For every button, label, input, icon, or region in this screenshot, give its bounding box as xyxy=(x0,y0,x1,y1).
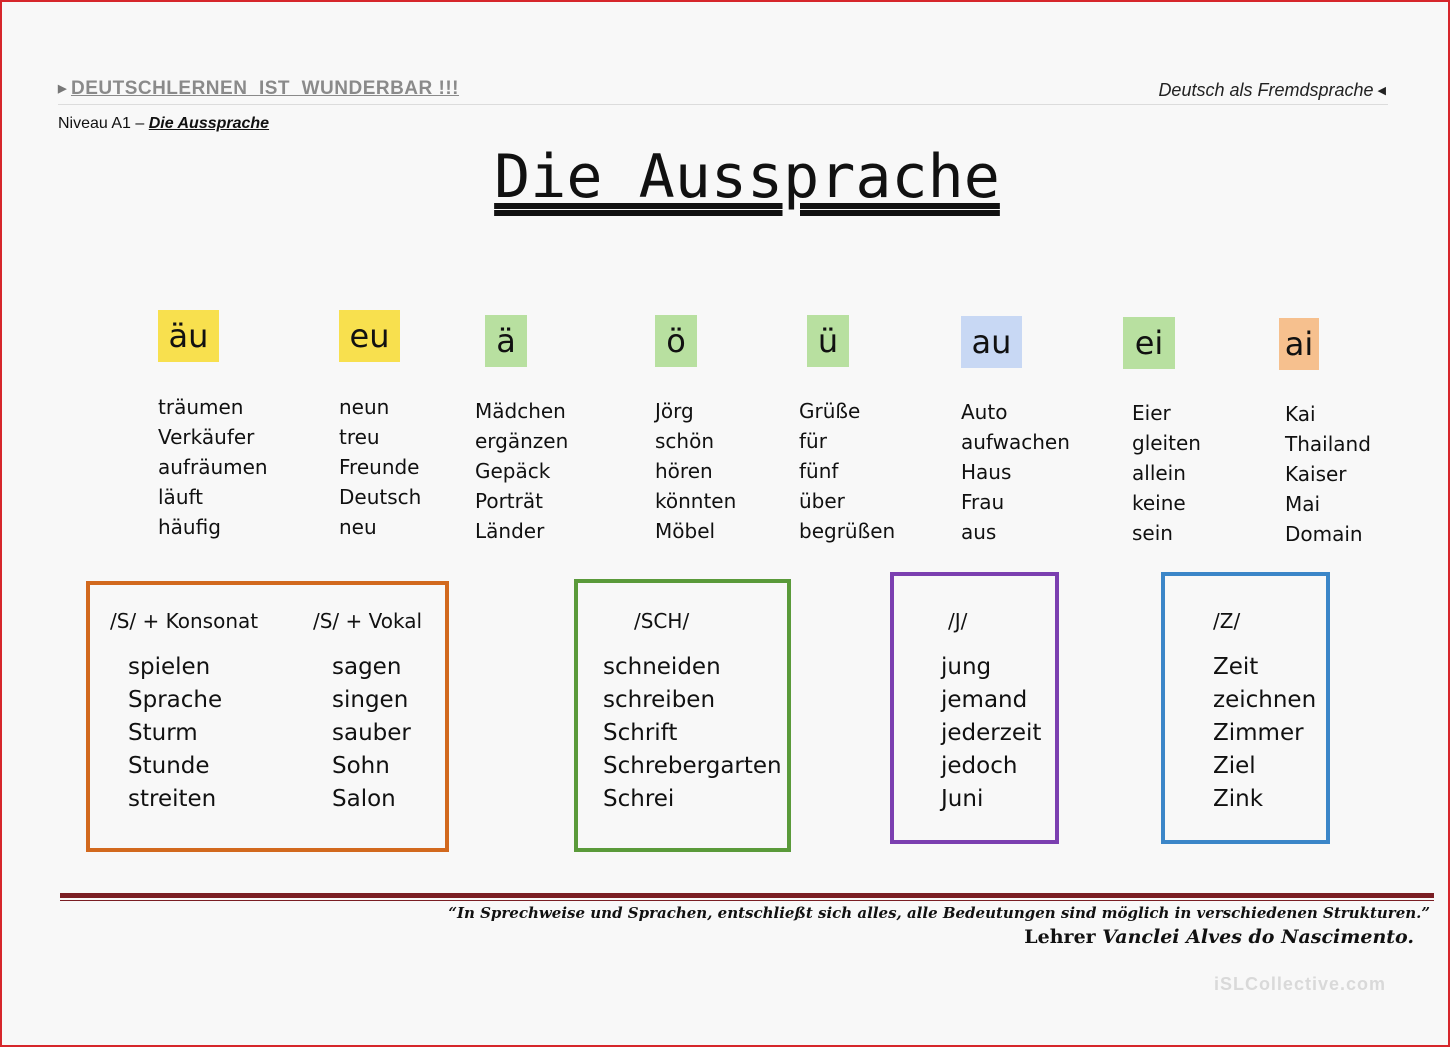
triangle-right-icon: ▶ xyxy=(58,83,67,95)
word-column-eu xyxy=(339,392,421,542)
word-item: sein xyxy=(1132,521,1173,545)
tag-au-umlaut: äu xyxy=(158,310,219,362)
word-item: jederzeit xyxy=(941,720,1042,746)
word-item: Kai xyxy=(1285,402,1316,426)
word-column-o-umlaut xyxy=(655,396,736,546)
word-item: hören xyxy=(655,459,713,483)
word-item: Deutsch xyxy=(339,485,422,509)
word-item: Sturm xyxy=(128,720,198,746)
level-prefix: Niveau A1 – xyxy=(58,115,149,132)
author-name: Vanclei Alves do Nascimento. xyxy=(1102,926,1414,948)
word-item: neu xyxy=(339,515,377,539)
page-title: Die Aussprache xyxy=(494,142,1000,212)
word-item: könnten xyxy=(655,489,737,513)
author-prefix: Lehrer xyxy=(1024,926,1103,948)
header-divider xyxy=(58,104,1388,105)
word-item: für xyxy=(799,429,827,453)
word-column-u-umlaut xyxy=(799,396,895,546)
box-z-words xyxy=(1213,651,1316,816)
word-item: sauber xyxy=(332,720,411,746)
word-item: schreiben xyxy=(603,687,716,713)
word-item: jedoch xyxy=(941,753,1018,779)
word-item: Salon xyxy=(332,786,396,812)
word-item: Haus xyxy=(961,460,1012,484)
box-z-heading: /Z/ xyxy=(1213,609,1241,633)
word-item: ergänzen xyxy=(475,429,569,453)
box-s-left-heading: /S/ + Konsonat xyxy=(110,609,259,633)
tag-eu: eu xyxy=(339,310,400,362)
word-item: Auto xyxy=(961,400,1008,424)
word-item: jemand xyxy=(941,687,1028,713)
word-item: neun xyxy=(339,395,390,419)
tag-u-umlaut: ü xyxy=(807,315,849,367)
word-item: jung xyxy=(941,654,992,680)
word-item: zeichnen xyxy=(1213,687,1317,713)
word-item: Stunde xyxy=(128,753,210,779)
word-item: Juni xyxy=(941,786,984,812)
box-s-right-words xyxy=(332,651,411,816)
footer-author xyxy=(1024,926,1414,948)
level-topic: Die Aussprache xyxy=(148,115,270,132)
word-item: träumen xyxy=(158,395,244,419)
header-right-text: Deutsch als Fremdsprache xyxy=(1158,80,1374,100)
word-item: singen xyxy=(332,687,409,713)
word-item: Kaiser xyxy=(1285,462,1347,486)
word-item: häufig xyxy=(158,515,221,539)
header-left-text: DEUTSCHLERNEN IST WUNDERBAR !!! xyxy=(70,78,460,99)
box-j-heading: /J/ xyxy=(948,609,968,633)
word-item: Eier xyxy=(1132,401,1171,425)
word-column-au-umlaut xyxy=(158,392,268,542)
header-left-title xyxy=(58,78,459,100)
word-item: über xyxy=(799,489,845,513)
word-item: Schrei xyxy=(603,786,675,812)
word-item: Zeit xyxy=(1213,654,1259,680)
word-item: Sprache xyxy=(128,687,223,713)
word-item: Mädchen xyxy=(475,399,566,423)
word-item: Ziel xyxy=(1213,753,1256,779)
word-item: Möbel xyxy=(655,519,716,543)
word-item: allein xyxy=(1132,461,1186,485)
tag-a-umlaut: ä xyxy=(485,315,527,367)
box-s-right-heading: /S/ + Vokal xyxy=(313,609,423,633)
word-item: Frau xyxy=(961,490,1005,514)
word-item: treu xyxy=(339,425,380,449)
word-item: keine xyxy=(1132,491,1186,515)
word-item: Länder xyxy=(475,519,545,543)
word-item: streiten xyxy=(128,786,217,812)
tag-ei: ei xyxy=(1123,317,1175,369)
word-column-ei xyxy=(1132,398,1201,548)
word-item: Zimmer xyxy=(1213,720,1304,746)
word-item: Schrebergarten xyxy=(603,753,782,779)
word-item: Porträt xyxy=(475,489,543,513)
word-item: Jörg xyxy=(655,399,694,423)
word-item: gleiten xyxy=(1132,431,1201,455)
word-item: Domain xyxy=(1285,522,1363,546)
word-item: schön xyxy=(655,429,715,453)
footer-quote: “In Sprechweise und Sprachen, entschließt sich alles, alle Bedeutungen sind möglich in verschiedenen Strukturen.” xyxy=(448,904,1430,922)
box-s-left-words xyxy=(128,651,222,816)
word-item: Schrift xyxy=(603,720,678,746)
word-item: sagen xyxy=(332,654,402,680)
word-item: Sohn xyxy=(332,753,390,779)
word-item: Freunde xyxy=(339,455,420,479)
word-item: Grüße xyxy=(799,399,861,423)
word-item: spielen xyxy=(128,654,211,680)
word-item: Thailand xyxy=(1285,432,1371,456)
footer-rule-thin xyxy=(60,900,1434,901)
word-item: begrüßen xyxy=(799,519,896,543)
word-item: Gepäck xyxy=(475,459,551,483)
word-item: läuft xyxy=(158,485,204,509)
word-column-au xyxy=(961,397,1070,547)
word-item: fünf xyxy=(799,459,839,483)
triangle-left-icon: ◀ xyxy=(1377,85,1386,97)
tag-o-umlaut: ö xyxy=(655,315,697,367)
tag-au: au xyxy=(961,316,1022,368)
level-line xyxy=(58,115,269,133)
box-j-words xyxy=(941,651,1041,816)
word-item: aus xyxy=(961,520,997,544)
footer-rule-thick xyxy=(60,893,1434,898)
word-item: schneiden xyxy=(603,654,721,680)
word-column-a-umlaut xyxy=(475,396,568,546)
header-right-title xyxy=(1158,80,1386,101)
word-item: Verkäufer xyxy=(158,425,255,449)
box-sch-words xyxy=(603,651,782,816)
word-item: aufräumen xyxy=(158,455,268,479)
word-item: aufwachen xyxy=(961,430,1070,454)
watermark-logo: iSLCollective.com xyxy=(1213,974,1386,994)
box-sch-heading: /SCH/ xyxy=(634,609,690,633)
word-item: Mai xyxy=(1285,492,1321,516)
word-item: Zink xyxy=(1213,786,1264,812)
tag-ai: ai xyxy=(1279,318,1319,370)
word-column-ai xyxy=(1285,399,1371,549)
